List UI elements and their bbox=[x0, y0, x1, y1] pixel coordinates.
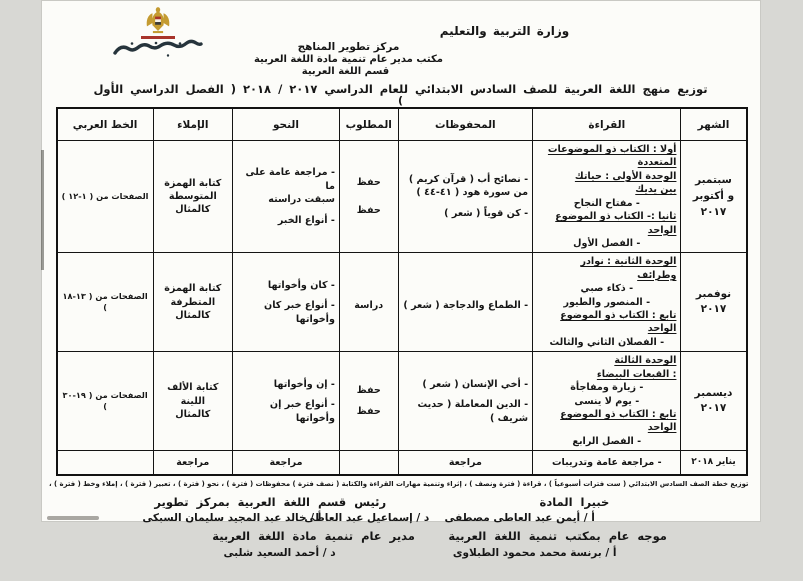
cell-line: - المنصور والطيور bbox=[538, 296, 677, 309]
cell-line: - إن وأخواتها bbox=[238, 378, 336, 391]
cell-line: تابع : الكتاب ذو الموضوع الواحد bbox=[538, 309, 677, 336]
table-row bbox=[58, 352, 748, 451]
table-row bbox=[58, 253, 748, 352]
cell-line: المتوسطة كالمثال bbox=[159, 190, 229, 217]
signature-role-general-director: مدير عام تنمية مادة اللغة العربية bbox=[213, 529, 416, 543]
cell-calligraphy bbox=[58, 352, 155, 451]
cell-required bbox=[340, 141, 399, 253]
title-wrapped-paren: ) bbox=[42, 96, 762, 105]
cell-line: ٢٠١٧ bbox=[686, 205, 742, 221]
cell-line: - مراجعة عامة على ما bbox=[238, 166, 336, 193]
curriculum-distribution-table bbox=[57, 107, 749, 476]
cell-required bbox=[340, 352, 399, 451]
cell-line: حفظ bbox=[345, 405, 395, 418]
cell-line: مراجعة bbox=[238, 456, 336, 469]
column-header: الإملاء bbox=[154, 108, 233, 141]
cell-line: - الدين المعاملة ( حديث شريف ) bbox=[404, 398, 530, 425]
table-header-row bbox=[58, 108, 748, 141]
signature-name: أ / خالد عبد المجيد سليمان السبكى bbox=[143, 512, 322, 524]
cell-line: - الفصلان الثاني والثالث bbox=[538, 336, 677, 349]
cell-line: وطرائف bbox=[538, 269, 677, 282]
cell-dictation bbox=[154, 253, 233, 352]
weekly-plan-footnote: توزيع خطة الصف السادس الابتدائي ( ست فترات أسبوعياً ) ، قراءة ( فترة ونصف ) ، إثراء وتنمية مهارات القراءة والكتابة ( نصف فترة ) محفوظات ( فترة ) ، نحو ( فترة ) ، تعبير ( فترة ) ، إملاء وخط ( فترة ) ، bbox=[54, 480, 750, 488]
cell-dictation bbox=[154, 141, 233, 253]
cell-line: - نصائح أب ( قرآن كريم ) bbox=[404, 173, 530, 186]
cell-line: حفظ bbox=[345, 204, 395, 217]
cell-line: الصفحات من ( ١٩-٣٠ ) bbox=[63, 390, 150, 413]
cell-line: الوحدة الثانية : نوادر bbox=[538, 255, 677, 268]
column-header: الشهر bbox=[682, 108, 748, 141]
cell-line: ثانيا :- الكتاب ذو الموضوع الواحد bbox=[538, 210, 677, 237]
document-title: توزيع منهج اللغة العربية للصف السادس الابتدائي للعام الدراسي ٢٠١٧ / ٢٠١٨ ( الفصل الدراسي الأول bbox=[42, 82, 762, 96]
cell-line: - أنواع الخبر bbox=[238, 214, 336, 227]
cell-required bbox=[340, 253, 399, 352]
cell-line: سبتمبر bbox=[686, 173, 742, 189]
cell-required bbox=[340, 451, 399, 475]
cell-dictation bbox=[154, 451, 233, 475]
cell-line: سبقت دراسته bbox=[238, 193, 336, 206]
column-header: المطلوب bbox=[340, 108, 399, 141]
cell-line: كالمثال bbox=[159, 408, 229, 421]
department-name: قسم اللغة العربية bbox=[0, 66, 707, 77]
cell-memorization bbox=[399, 451, 534, 475]
table-row bbox=[58, 141, 748, 253]
cell-grammar bbox=[233, 141, 340, 253]
cell-calligraphy bbox=[58, 451, 155, 475]
cell-line: الصفحات من ( ١-١٢ ) bbox=[63, 191, 150, 202]
cell-grammar bbox=[233, 451, 340, 475]
cell-line: - أنواع خبر كان وأخواتها bbox=[238, 299, 336, 326]
signature-role-subject-experts: خبيرا المادة bbox=[541, 495, 611, 509]
cell-line: مراجعة bbox=[404, 456, 530, 469]
signature-name: د / إسماعيل عبد العاطى bbox=[305, 512, 430, 524]
cell-reading bbox=[534, 253, 682, 352]
cell-line: الوحدة الأولى : حياتك bbox=[538, 170, 677, 183]
office-name: مكتب مدير عام تنمية مادة اللغة العربية bbox=[0, 54, 710, 65]
cell-line: - كن قوياً ( شعر ) bbox=[404, 207, 530, 220]
cell-month bbox=[682, 352, 748, 451]
signature-name: أ / برنسة محمد محمود الطبلاوى bbox=[454, 547, 618, 559]
cell-calligraphy bbox=[58, 141, 155, 253]
cell-calligraphy bbox=[58, 253, 155, 352]
cell-line: - أنواع خبر إن وأخواتها bbox=[238, 398, 336, 425]
signatures-block bbox=[42, 495, 762, 581]
cell-line: أولا : الكتاب ذو الموضوعات المتعددة bbox=[538, 143, 677, 170]
cell-line: - أخي الإنسان ( شعر ) bbox=[404, 378, 530, 391]
cell-line: - الطماع والدجاجة ( شعر ) bbox=[404, 299, 530, 312]
column-header: المحفوظات bbox=[399, 108, 534, 141]
table-row bbox=[58, 451, 748, 475]
cell-grammar bbox=[233, 253, 340, 352]
cell-line: - الفصل الرابع bbox=[538, 435, 677, 448]
cell-line: الصفحات من ( ١٣-١٨ ) bbox=[63, 291, 150, 314]
cell-line: - مفتاح النجاح bbox=[538, 197, 677, 210]
cell-line: - كان وأخواتها bbox=[238, 279, 336, 292]
cell-line: كتابة الألف اللينة bbox=[159, 381, 229, 408]
cell-line: ٢٠١٧ bbox=[686, 401, 742, 417]
cell-reading bbox=[534, 141, 682, 253]
cell-grammar bbox=[233, 352, 340, 451]
cell-dictation bbox=[154, 352, 233, 451]
cell-line: - يوم لا ينسى bbox=[538, 395, 677, 408]
cell-line: نوفمبر bbox=[686, 287, 742, 303]
signature-role-general-supervisor: موجه عام بمكتب تنمية اللغة العربية bbox=[449, 529, 668, 543]
column-header: النحو bbox=[233, 108, 340, 141]
cell-reading bbox=[534, 451, 682, 475]
cell-line: مراجعة bbox=[159, 456, 229, 469]
cell-line: المتطرفة كالمثال bbox=[159, 296, 229, 323]
cell-line: - مراجعة عامة وتدريبات bbox=[538, 456, 677, 469]
cell-line: كتابة الهمزة bbox=[159, 177, 229, 190]
cell-line: دراسة bbox=[345, 299, 395, 312]
column-header: القراءة bbox=[534, 108, 682, 141]
cell-line: و أكتوبر bbox=[686, 189, 742, 205]
cell-memorization bbox=[399, 141, 534, 253]
ministry-name: وزارة التربية والتعليم bbox=[146, 24, 803, 38]
signature-name: د / أحمد السعيد شلبى bbox=[225, 547, 337, 559]
cell-line: - زيارة ومفاجأة bbox=[538, 381, 677, 394]
center-name: مركز تطوير المناهج bbox=[0, 41, 710, 53]
cell-line: بين يديك bbox=[538, 183, 677, 196]
column-header: الخط العربي bbox=[58, 108, 155, 141]
cell-line: يناير ٢٠١٨ bbox=[686, 456, 742, 470]
cell-line: كتابة الهمزة bbox=[159, 282, 229, 295]
cell-memorization bbox=[399, 352, 534, 451]
cell-line: ديسمبر bbox=[686, 386, 742, 402]
cell-month bbox=[682, 253, 748, 352]
signature-role-department-head: رئيس قسم اللغة العربية بمركز تطوير bbox=[155, 495, 387, 509]
scan-edge-artifact bbox=[42, 150, 45, 270]
signature-name: أ / أيمن عبد العاطى مصطفى bbox=[445, 512, 595, 524]
cell-memorization bbox=[399, 253, 534, 352]
cell-line: تابع : الكتاب ذو الموضوع الواحد bbox=[538, 408, 677, 435]
cell-line: - الفصل الأول bbox=[538, 237, 677, 250]
cell-line: حفظ bbox=[345, 176, 395, 189]
cell-month bbox=[682, 451, 748, 475]
cell-line: : القبعات البيضاء bbox=[538, 368, 677, 381]
cell-line: ٢٠١٧ bbox=[686, 302, 742, 318]
cell-line: حفظ bbox=[345, 384, 395, 397]
scanned-document-page bbox=[42, 0, 762, 522]
cell-line: - ذكاء صبي bbox=[538, 282, 677, 295]
cell-line: الوحدة الثالثة bbox=[538, 354, 677, 367]
cell-line: من سورة هود ( ٤١-٤٤ ) bbox=[404, 186, 530, 199]
cell-month bbox=[682, 141, 748, 253]
cell-reading bbox=[534, 352, 682, 451]
